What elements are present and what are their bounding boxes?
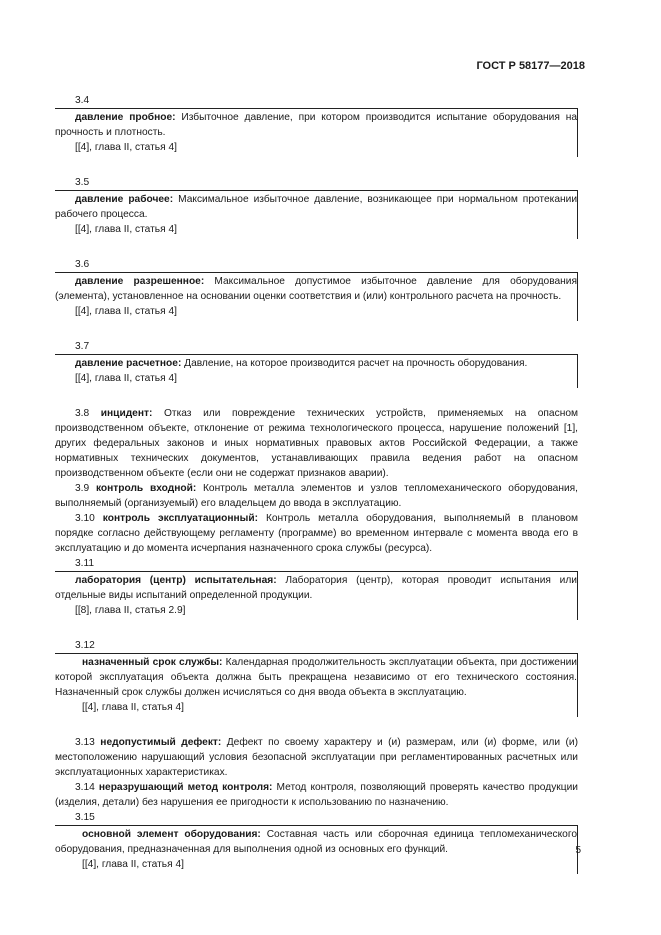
term-number: 3.15 (75, 812, 95, 823)
term-box (55, 825, 578, 874)
term-source: [[4], глава II, статья 4] (75, 224, 177, 235)
page-number: 5 (575, 845, 581, 856)
document-header: ГОСТ Р 58177—2018 (476, 60, 585, 72)
term-name: контроль эксплуатационный: (102, 513, 258, 524)
term-source: [[4], глава II, статья 4] (82, 859, 184, 870)
term-number: 3.4 (75, 95, 90, 106)
term-name: давление расчетное: (75, 358, 182, 369)
term-source: [[8], глава II, статья 2.9] (75, 605, 186, 616)
term-name: основной элемент оборудования: (82, 829, 261, 840)
document-body (55, 93, 578, 892)
term-definition (55, 192, 577, 222)
term-number: 3.12 (75, 640, 95, 651)
term-number: 3.10 (75, 513, 103, 524)
term-number: 3.13 (75, 737, 101, 748)
term-box (55, 190, 578, 239)
term-source: [[4], глава II, статья 4] (75, 142, 177, 153)
term-name: давление разрешенное: (75, 276, 205, 287)
term-name: инцидент: (100, 408, 153, 419)
term-number: 3.8 (75, 408, 101, 419)
term-name: контроль входной: (95, 483, 197, 494)
term-box (55, 571, 578, 620)
term-number: 3.14 (75, 782, 99, 793)
term-box (55, 272, 578, 321)
term-text: Лаборатория (центр), которая проводит испытания или отдельные виды испытаний определенной продукции. (55, 575, 577, 601)
term-text: Контроль металла элементов и узлов тепломеханического оборудования, выполняемый (организуемый) его владельцем до ввода в эксплуатацию. (55, 483, 578, 509)
term-definition (55, 573, 577, 603)
term-text: Контроль металла оборудования, выполняемый в плановом порядке согласно действующему регламенту (программе) во временном интервале с момента ввода его в эксплуатацию и до момента исчерпания назначенного срока службы (ресурса). (55, 513, 578, 554)
term-text: Отказ или повреждение технических устройств, применяемых на опасном производственном объекте, отклонение от режима технологического процесса, нарушение положений [1], других федеральных законов и иных нормативных правовых актов Российской Федерации, а также нормативных технических документов, устанавливающих правила ведения работ на опасном производственном объекте (если они не содержат признаков аварии). (55, 408, 578, 479)
term-paragraph (55, 406, 578, 481)
term-text: Избыточное давление, при котором производится испытание оборудования на прочность и плотность. (55, 112, 577, 138)
term-box (55, 108, 578, 157)
term-name: давление рабочее: (75, 194, 174, 205)
term-text: Метод контроля, позволяющий проверять качество продукции (изделия, детали) без нарушения ее пригодности к использованию по назначению. (55, 782, 578, 808)
term-paragraph (55, 735, 578, 780)
term-paragraph (55, 511, 578, 556)
term-number: 3.6 (75, 259, 90, 270)
term-definition (55, 110, 577, 140)
term-name: лаборатория (центр) испытательная: (75, 575, 277, 586)
term-paragraph (55, 780, 578, 810)
term-definition (55, 655, 577, 700)
term-text: Максимальное допустимое избыточное давление для оборудования (элемента), установленное на основании оценки соответствия и (или) контрольного расчета на прочность. (55, 276, 577, 302)
term-number: 3.5 (75, 177, 90, 188)
term-text: Максимальное избыточное давление, возникающее при нормальном протекании рабочего процесса. (55, 194, 578, 220)
term-name: давление пробное: (75, 112, 176, 123)
term-source: [[4], глава II, статья 4] (82, 702, 184, 713)
term-name: недопустимый дефект: (100, 737, 222, 748)
term-number: 3.9 (75, 483, 96, 494)
term-text: Дефект по своему характеру и (и) размерам, или (и) форме, или (и) местоположению нарушающий условия безопасной эксплуатации при регламентированных расчетных или эксплуатационных характеристиках. (55, 737, 578, 778)
term-box (55, 653, 578, 717)
term-name: назначенный срок службы: (82, 657, 223, 668)
term-paragraph (55, 481, 578, 511)
term-source: [[4], глава II, статья 4] (75, 373, 177, 384)
term-number: 3.7 (75, 341, 90, 352)
term-name: неразрушающий метод контроля: (98, 782, 273, 793)
term-text: Составная часть или сборочная единица тепломеханического оборудования, предназначенная для выполнения одной из основных его функций. (55, 829, 577, 855)
term-number: 3.11 (75, 558, 95, 569)
term-text: Календарная продолжительность эксплуатации объекта, при достижении которой эксплуатация объекта должна быть прекращена независимо от его технического состояния. Назначенный срок службы должен исчисляться со дня ввода объекта в эксплуатацию. (55, 657, 577, 698)
term-box (55, 354, 578, 388)
term-text: Давление, на которое производится расчет на прочность оборудования. (181, 358, 528, 369)
term-definition (55, 274, 577, 304)
term-definition (55, 827, 577, 857)
term-source: [[4], глава II, статья 4] (75, 306, 177, 317)
term-definition (55, 356, 577, 371)
